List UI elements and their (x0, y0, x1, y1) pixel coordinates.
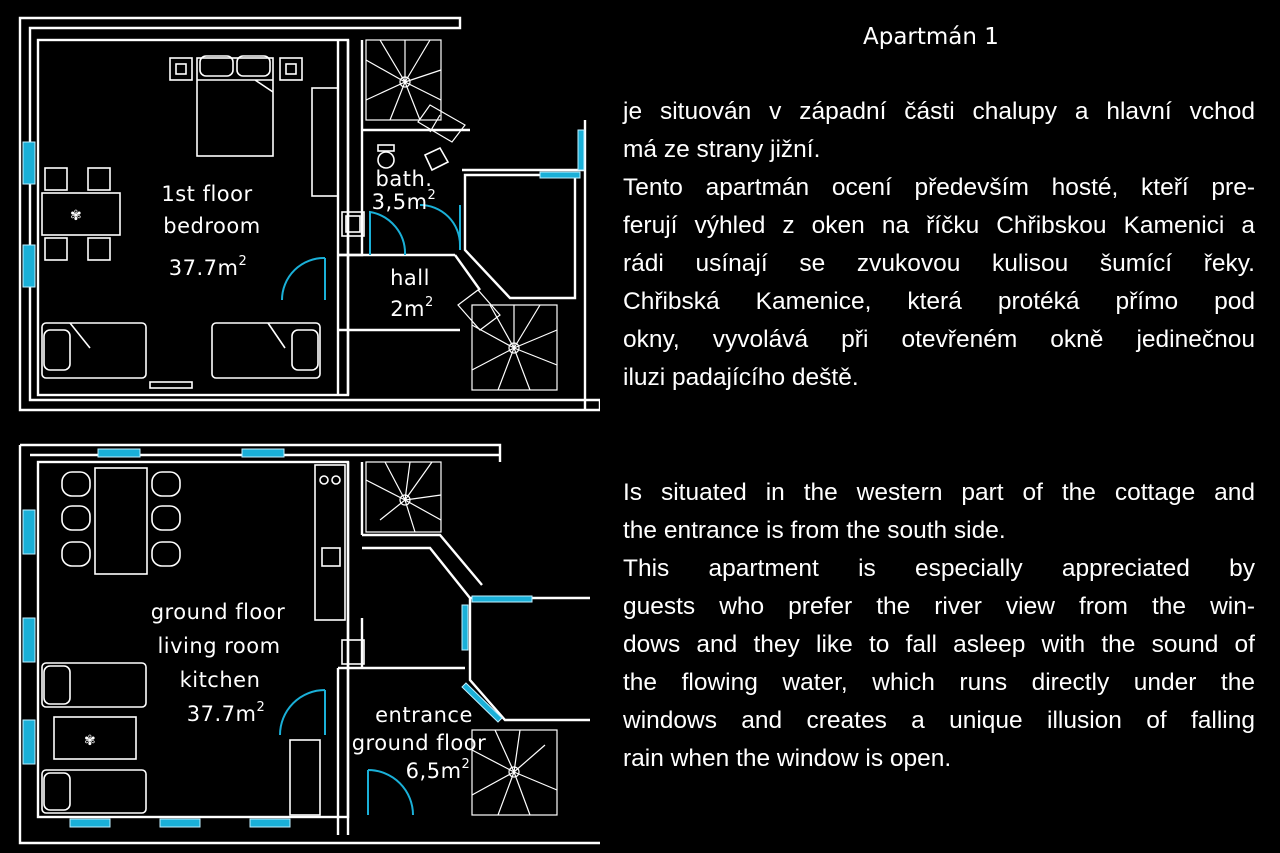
english-line: This apartment is especially appreciated by (623, 555, 1255, 582)
english-line: the flowing water, which runs directly under the (623, 669, 1255, 696)
living-label-line1: ground floor (150, 600, 286, 624)
czech-line: rádi usínají se zvukovou kulisou šumící řeky. (623, 250, 1255, 277)
lower-floor-plan (20, 445, 600, 843)
bedroom-area: $37.7m^2$ (168, 254, 248, 280)
svg-text:✾: ✾ (70, 208, 82, 224)
english-line: windows and creates a unique illusion of falling (623, 707, 1255, 734)
upper-staircase (366, 40, 557, 390)
octagon-room (462, 120, 585, 410)
upper-doors (282, 205, 460, 300)
page-title: Apartmán 1 (863, 24, 999, 50)
svg-text:✾: ✾ (84, 733, 96, 749)
czech-line: iluzi padajícího deště. (623, 364, 859, 391)
bedroom-label-line1: 1st floor (161, 182, 253, 206)
hall-area: $2m^2$ (390, 295, 434, 321)
floor-plans (0, 0, 600, 853)
living-area: $37.7m^2$ (186, 700, 266, 726)
lower-outer-wall (20, 445, 600, 843)
bath-area: $3,5m^2$ (371, 188, 437, 214)
entrance-label-line1: entrance (375, 703, 473, 727)
hall-label: hall (390, 266, 430, 290)
entrance-area: $6,5m^2$ (405, 757, 471, 783)
czech-line: má ze strany jižní. (623, 136, 821, 163)
czech-description (623, 93, 1255, 397)
english-line: rain when the window is open. (623, 745, 952, 772)
czech-line: Tento apartmán ocení především hosté, kteří pre- (623, 174, 1255, 201)
czech-line: ferují výhled z oken na říčku Chřibskou Kamenici a (623, 212, 1255, 239)
english-line: Is situated in the western part of the cottage and (623, 479, 1255, 506)
upper-floor-plan (20, 18, 600, 410)
english-line: guests who prefer the river view from the win- (623, 593, 1255, 620)
entrance-label-line2: ground floor (351, 731, 487, 755)
bedroom-label-line2: bedroom (163, 214, 261, 238)
english-line: dows and they like to fall asleep with the sound of (623, 631, 1255, 658)
living-label-line2: living room (157, 634, 281, 658)
czech-line: Chřibská Kamenice, která protéká přímo pod (623, 288, 1255, 315)
living-label-line3: kitchen (179, 668, 261, 692)
bath-label: bath. (375, 167, 433, 191)
czech-line: je situován v západní části chalupy a hlavní vchod (623, 98, 1255, 125)
english-line: the entrance is from the south side. (623, 517, 1006, 544)
czech-line: okny, vyvolává při otevřeném okně jedinečnou (623, 326, 1255, 353)
english-description (623, 474, 1255, 778)
